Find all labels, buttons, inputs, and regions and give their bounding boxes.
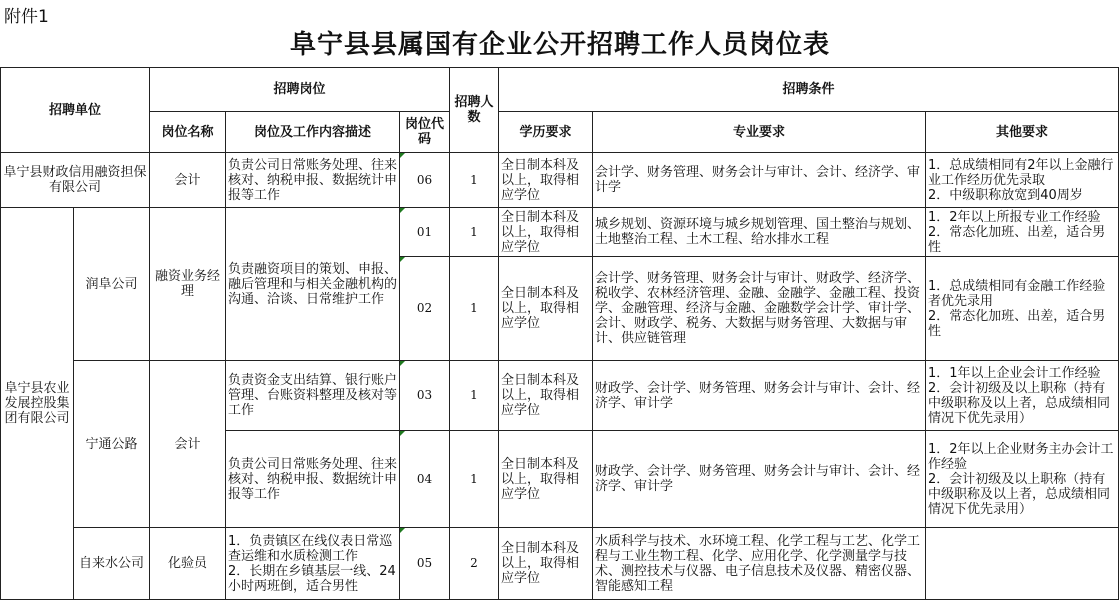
count-cell: 2 — [450, 528, 499, 600]
description-cell: 1．负责镇区在线仪表日常巡查运维和水质检测工作 2．长期在乡镇基层一线、24小时两班倒，适合男性 — [226, 528, 400, 600]
header-education: 学历要求 — [499, 112, 593, 153]
other-cell — [926, 528, 1119, 600]
count-cell: 1 — [450, 208, 499, 257]
major-cell: 财政学、会计学、财务管理、财务会计与审计、会计、经济学、审计学 — [593, 361, 926, 431]
table-row — [1, 361, 1119, 431]
position-name-cell: 化验员 — [150, 528, 226, 600]
header-description: 岗位及工作内容描述 — [226, 112, 400, 153]
header-conditions-group: 招聘条件 — [499, 68, 1119, 112]
description-cell: 负责融资项目的策划、申报、融后管理和与相关金融机构的沟通、洽谈、日常维护工作 — [226, 208, 400, 361]
company-cell: 宁通公路 — [74, 361, 150, 528]
table-row — [1, 153, 1119, 208]
header-count: 招聘人数 — [450, 68, 499, 153]
header-code: 岗位代码 — [400, 112, 450, 153]
table-row — [1, 528, 1119, 600]
unit-cell: 阜宁县财政信用融资担保有限公司 — [1, 153, 150, 208]
description-cell: 负责公司日常账务处理、往来核对、纳税申报、数据统计申报等工作 — [226, 153, 400, 208]
code-cell: 02 — [400, 257, 450, 361]
other-cell: 1．总成绩相同有金融工作经验者优先录用 2．常态化加班、出差，适合男性 — [926, 257, 1119, 361]
major-cell: 水质科学与技术、水环境工程、化学工程与工艺、化学工程与工业生物工程、化学、应用化学、化学测量学与技术、测控技术与仪器、电子信息技术及仪器、精密仪器、智能感知工程 — [593, 528, 926, 600]
education-cell: 全日制本科及以上，取得相应学位 — [499, 153, 593, 208]
education-cell: 全日制本科及以上，取得相应学位 — [499, 431, 593, 528]
description-cell: 负责公司日常账务处理、往来核对、纳税申报、数据统计申报等工作 — [226, 431, 400, 528]
major-cell: 会计学、财务管理、财务会计与审计、财政学、经济学、税收学、农林经济管理、金融、金融学、金融工程、投资学、金融管理、经济与金融、金融数学会计学、审计学、会计、财政学、税务、大数据与财务管理、大数据与审计、供应链管理 — [593, 257, 926, 361]
count-cell: 1 — [450, 361, 499, 431]
code-cell: 04 — [400, 431, 450, 528]
header-unit: 招聘单位 — [1, 68, 150, 153]
count-cell: 1 — [450, 153, 499, 208]
description-cell: 负责资金支出结算、银行账户管理、台账资料整理及核对等工作 — [226, 361, 400, 431]
other-cell: 1．2年以上企业财务主办会计工作经验 2．会计初级及以上职称（持有中级职称及以上者，总成绩相同情况下优先录用） — [926, 431, 1119, 528]
code-cell: 01 — [400, 208, 450, 257]
other-cell: 1．1年以上企业会计工作经验 2．会计初级及以上职称（持有中级职称及以上者，总成绩相同情况下优先录用） — [926, 361, 1119, 431]
position-name-cell: 会计 — [150, 361, 226, 528]
major-cell: 城乡规划、资源环境与城乡规划管理、国土整治与规划、土地整治工程、土木工程、给水排水工程 — [593, 208, 926, 257]
header-major: 专业要求 — [593, 112, 926, 153]
code-cell: 03 — [400, 361, 450, 431]
company-cell: 润阜公司 — [74, 208, 150, 361]
table-row — [1, 208, 1119, 257]
recruitment-table — [0, 67, 1119, 600]
position-name-cell: 会计 — [150, 153, 226, 208]
header-position-group: 招聘岗位 — [150, 68, 450, 112]
company-cell: 自来水公司 — [74, 528, 150, 600]
page-title: 阜宁县县属国有企业公开招聘工作人员岗位表 — [289, 30, 830, 60]
major-cell: 会计学、财务管理、财务会计与审计、会计、经济学、审计学 — [593, 153, 926, 208]
education-cell: 全日制本科及以上，取得相应学位 — [499, 361, 593, 431]
education-cell: 全日制本科及以上，取得相应学位 — [499, 208, 593, 257]
other-cell: 1．2年以上所报专业工作经验 2．常态化加班、出差，适合男性 — [926, 208, 1119, 257]
other-cell: 1．总成绩相同有2年以上金融行业工作经历优先录取 2．中级职称放宽到40周岁 — [926, 153, 1119, 208]
header-other: 其他要求 — [926, 112, 1119, 153]
header-position-name: 岗位名称 — [150, 112, 226, 153]
position-name-cell: 融资业务经理 — [150, 208, 226, 361]
count-cell: 1 — [450, 431, 499, 528]
education-cell: 全日制本科及以上，取得相应学位 — [499, 257, 593, 361]
count-cell: 1 — [450, 257, 499, 361]
attachment-label: 附件1 — [4, 7, 49, 27]
code-cell: 06 — [400, 153, 450, 208]
major-cell: 财政学、会计学、财务管理、财务会计与审计、会计、经济学、审计学 — [593, 431, 926, 528]
education-cell: 全日制本科及以上，取得相应学位 — [499, 528, 593, 600]
group-unit-cell: 阜宁县农业发展控股集团有限公司 — [1, 208, 74, 600]
code-cell: 05 — [400, 528, 450, 600]
